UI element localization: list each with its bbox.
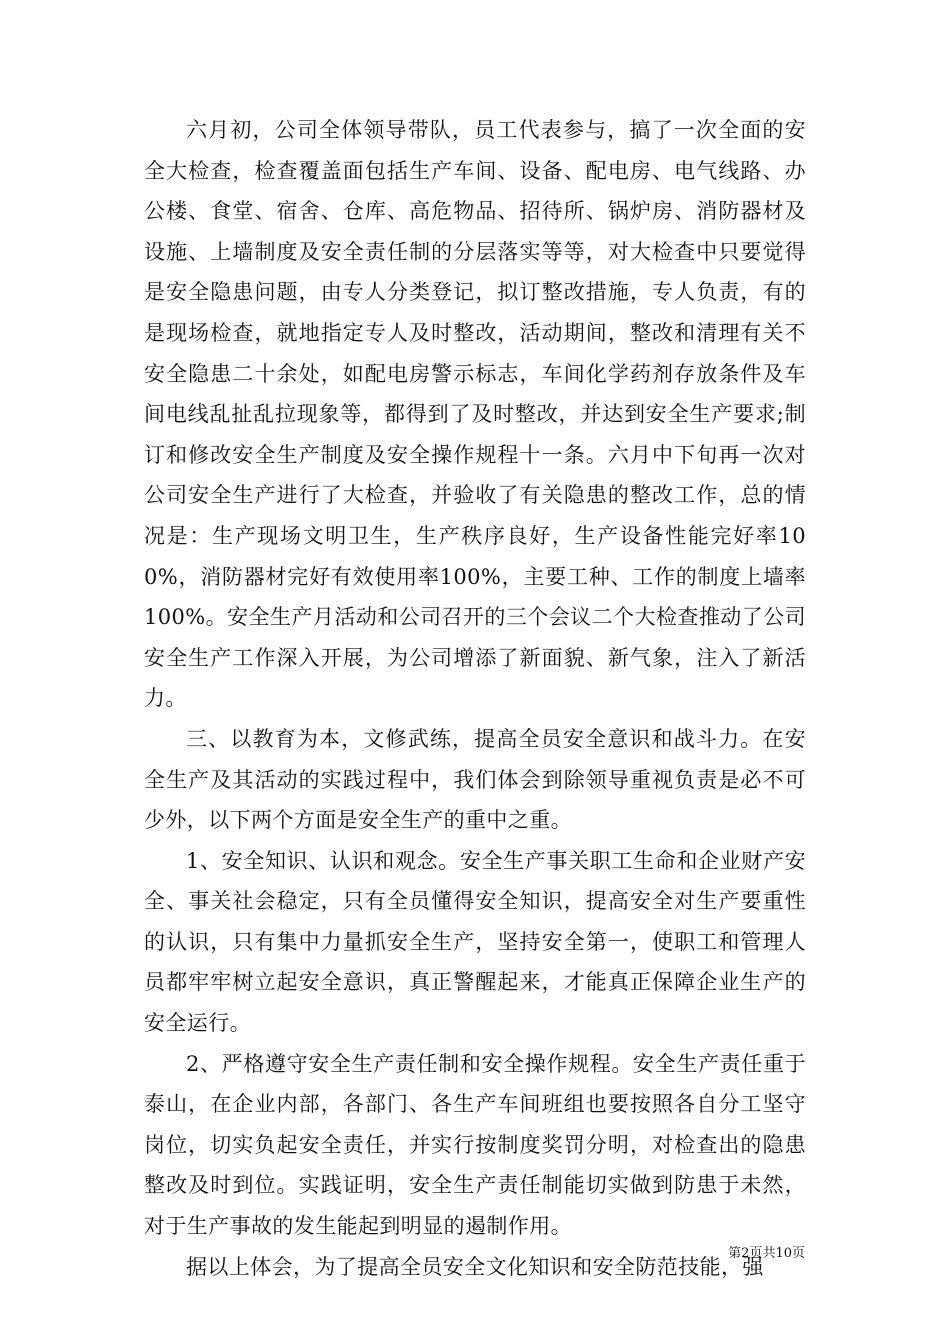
paragraph-2: 三、以教育为本，文修武练，提高全员安全意识和战斗力。在安全生产及其活动的实践过程中，我们体会到除领导重视负责是必不可少外，以下两个方面是安全生产的重中之重。 [144, 726, 806, 833]
paragraph-3: 1、安全知识、认识和观念。安全生产事关职工生命和企业财产安全、事关社会稳定，只有全员懂得安全知识，提高安全对生产要重性的认识，只有集中力量抓安全生产，坚持安全第一，使职工和管理人员都牢牢树立起安全意识，真正警醒起来，才能真正保障企业生产的安全运行。 [144, 848, 806, 1036]
page-number: 第2页共10页 [728, 1246, 805, 1261]
paragraph-4: 2、严格遵守安全生产责任制和安全操作规程。安全生产责任重于泰山，在企业内部，各部门、各生产车间班组也要按照各自分工坚守岗位，切实负起安全责任，并实行按制度奖罚分明，对检查出的隐患整改及时到位。实践证明，安全生产责任制能切实做到防患于未然，对于生产事故的发生能起到明显的遏制作用。 [144, 1051, 806, 1239]
document-body [144, 110, 806, 1287]
paragraph-5: 据以上体会，为了提高全员安全文化知识和安全防范技能，强 [186, 1254, 764, 1279]
paragraph-1: 六月初，公司全体领导带队，员工代表参与，搞了一次全面的安全大检查，检查覆盖面包括生产车间、设备、配电房、电气线路、办公楼、食堂、宿舍、仓库、高危物品、招待所、锅炉房、消防器材及设施、上墙制度及安全责任制的分层落实等等，对大检查中只要觉得是安全隐患问题，由专人分类登记，拟订整改措施，专人负责，有的是现场检查，就地指定专人及时整改，活动期间，整改和清理有关不安全隐患二十余处，如配电房警示标志，车间化学药剂存放条件及车间电线乱扯乱拉现象等，都得到了及时整改，并达到安全生产要求;制订和修改安全生产制度及安全操作规程十一条。六月中下旬再一次对公司安全生产进行了大检查，并验收了有关隐患的整改工作，总的情况是：生产现场文明卫生，生产秩序良好，生产设备性能完好率100%，消防器材完好有效使用率100%，主要工种、工作的制度上墙率100%。安全生产月活动和公司召开的三个会议二个大检查推动了公司安全生产工作深入开展，为公司增添了新面貌、新气象，注入了新活力。 [144, 118, 806, 711]
